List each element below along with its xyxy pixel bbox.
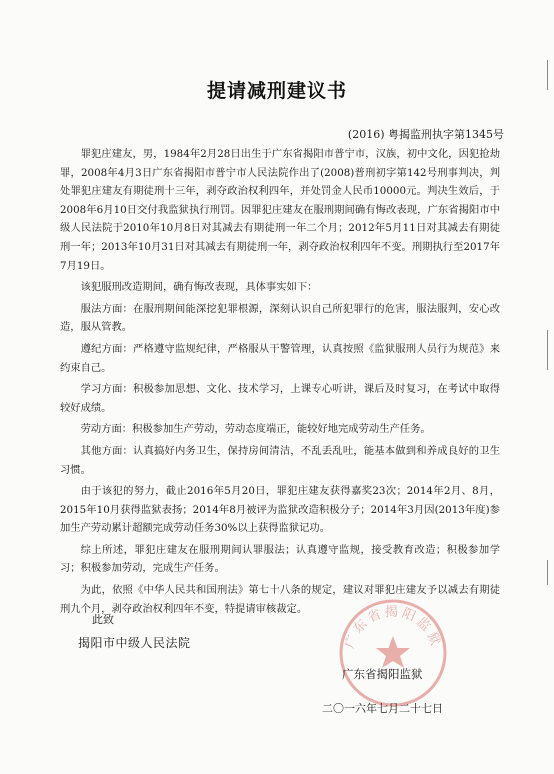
paragraph-law-abiding: 服法方面：在服刑期间能深挖犯罪根源，深刻认识自己所犯罪行的危害，服法服判，安心改造，服从管教。 xyxy=(60,302,500,334)
paragraph-study: 学习方面：积极参加思想、文化、技术学习，上课专心听讲，课后及时复习，在考试中取得较好成绩。 xyxy=(60,383,500,414)
closing-salutation: 此致 xyxy=(92,613,114,626)
document-number: (2016) 粤揭监刑执字第1345号 xyxy=(347,128,504,141)
scan-edge-mark xyxy=(547,330,548,370)
paragraph-other: 其他方面：认真搞好内务卫生，保持房间清洁，不乱丢乱吐，能基本做到和养成良好的卫生习惯。 xyxy=(60,444,500,476)
scan-edge-mark xyxy=(547,60,548,90)
svg-text:广东省揭阳监狱: 广东省揭阳监狱 xyxy=(342,605,444,651)
paragraph-intro-facts: 该犯服刑改造期间，确有悔改表现，具体事实如下： xyxy=(80,281,318,294)
paragraph-recommendation: 为此，依照《中华人民共和国刑法》第七十八条的规定，建议对罪犯庄建友予以减去有期徒刑九个月，剥夺政治权利四年不变，特提请审核裁定。 xyxy=(60,584,500,615)
paragraph-labor: 劳动方面：积极参加生产劳动，劳动态度端正，能较好地完成劳动生产任务。 xyxy=(80,423,431,436)
paragraph-discipline: 遵纪方面：严格遵守监规纪律，严格服从干警管理，认真按照《监狱服刑人员行为规范》来约束自己。 xyxy=(60,342,500,374)
scan-edge-mark xyxy=(547,560,548,585)
document-body xyxy=(60,145,500,621)
official-seal-icon xyxy=(336,596,450,710)
paragraph-summary: 综上所述，罪犯庄建友在服刑期间认罪服法；认真遵守监规，接受教育改造；积极参加学习；积极参加劳动，完成生产任务。 xyxy=(60,543,500,575)
issue-date: 二〇一六年七月二十七日 xyxy=(322,702,443,715)
paragraph-rewards: 由于该犯的努力，截止2016年5月20日，罪犯庄建友获得嘉奖23次；2014年2月、8月，2015年10月获得监狱表扬；2014年8月被评为监狱改造积极分子；2014年3月因(2013年度)参加生产劳动累计超额完成劳动任务30%以上获得监狱记功。 xyxy=(60,485,500,535)
document-title: 提请减刑建议书 xyxy=(206,80,347,102)
recipient-court: 揭阳市中级人民法院 xyxy=(78,636,191,650)
issuer-name: 广东省揭阳监狱 xyxy=(342,667,423,681)
paragraph-basic-info: 罪犯庄建友，男，1984年2月28日出生于广东省揭阳市普宁市，汉族，初中文化，因犯抢劫罪，2008年4月3日广东省揭阳市普宁市人民法院作出了(2008)普刑初字第142号刑事判决，判处罪犯庄建友有期徒刑十三年，剥夺政治权利四年，并处罚金人民币10000元。判决生效后，于2008年6月10日交付我监狱执行刑罚。因罪犯庄建友在服刑期间确有悔改表现，广东省揭阳市中级人民法院于2010年10月8日对其减去有期徒刑一年二个月；2012年5月11日对其减去有期徒刑一年；2013年10月31日对其减去有期徒刑一年，剥夺政治权利四年不变。刑期执行至2017年7月19日。 xyxy=(60,148,500,272)
